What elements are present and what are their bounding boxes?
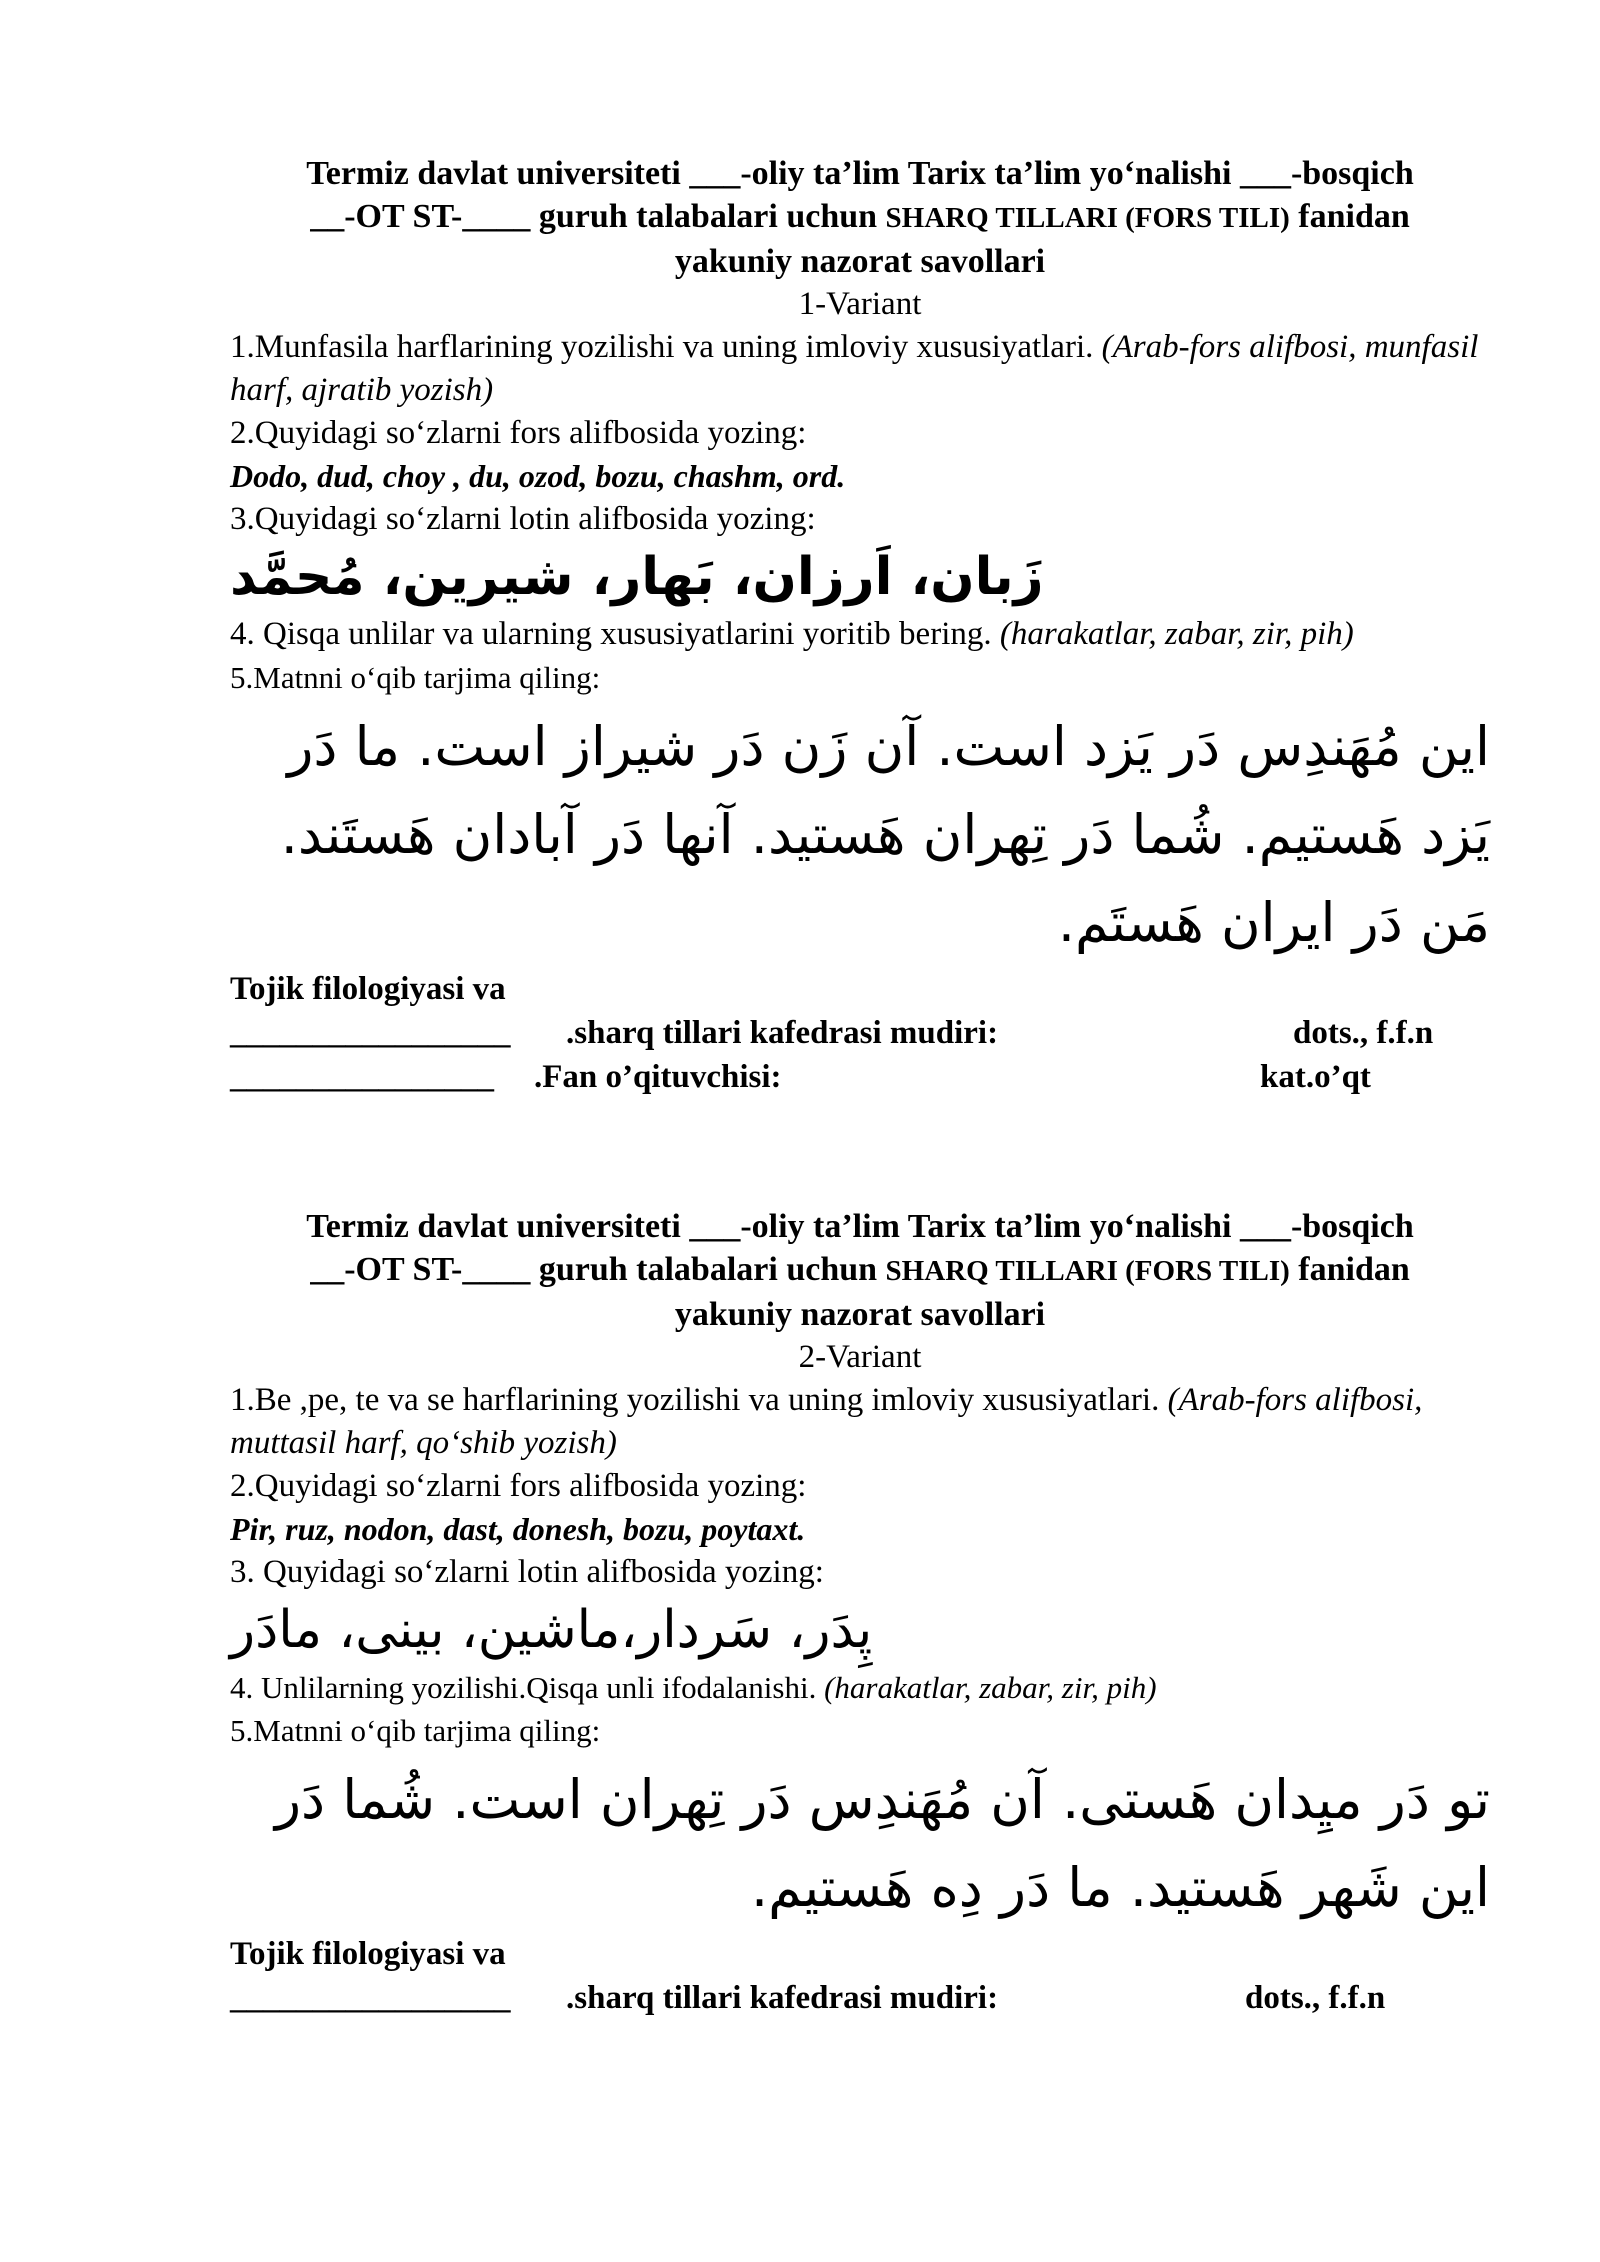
question-4 <box>230 613 1490 656</box>
question-2-words: Dodo, dud, choy , du, ozod, bozu, chashm, ord. <box>230 458 846 494</box>
question-4-hint: (harakatlar, zabar, zir, pih) <box>999 616 1354 652</box>
question-2: 2.Quyidagi so‘zlarni fors alifbosida yozing: <box>230 415 807 451</box>
department-line <box>230 1932 1490 1976</box>
signature-blank: _________________ <box>230 1980 511 2016</box>
question-2: 2.Quyidagi so‘zlarni fors alifbosida yozing: <box>230 1468 807 1504</box>
department-line <box>230 967 1490 1011</box>
question-5: 5.Matnni o‘qib tarjima qiling: <box>230 660 601 695</box>
teacher-role: .Fan o’qituvchisi: <box>534 1059 782 1095</box>
header-line-3: yakuniy nazorat savollari <box>674 1296 1046 1333</box>
question-1-hint: (Arab-fors alifbosi, munfasil harf, ajratib yozish) <box>230 329 1479 408</box>
question-4 <box>230 1666 1490 1709</box>
question-3-persian-words: زَبان، اَرزان، بَهار، شیرین، مُحمَّد <box>230 547 1044 607</box>
question-1 <box>230 326 1490 412</box>
question-1-text: 1.Munfasila harflarining yozilishi va uning imloviy xususiyatlari. <box>230 329 1102 365</box>
question-5-persian-passage: این مُهَندِس دَر یَزد است. آن زَن دَر شیراز است. ما دَر یَزد هَستیم. شُما دَر تِهران هَستید. آنها دَر آبادان هَستَند. مَن دَر ایران هَستَم. <box>280 715 1490 954</box>
variant-1-section <box>230 152 1490 1099</box>
header-line-2-c: fanidan <box>1289 198 1410 235</box>
header-line-2-a: __-OT ST-____ guruh talabalari uchun <box>310 198 886 235</box>
header-line-2-c: fanidan <box>1289 1251 1410 1288</box>
teacher-title: kat.o’qt <box>1260 1059 1371 1095</box>
signature-blank: _________________ <box>230 1015 511 1051</box>
question-3-persian-words: پِدَر، سَردار،ماشین، بینی، مادَر <box>230 1600 873 1660</box>
question-5-persian-passage: تو دَر میِدان هَستی. آن مُهَندِس دَر تِهران است. شُما دَر این شَهر هَستید. ما دَر دِه هَستیم. <box>274 1768 1490 1919</box>
question-1-text: 1.Be ,pe, te va se harflarining yozilishi va uning imloviy xususiyatlari. <box>230 1382 1168 1418</box>
header-block <box>230 1205 1490 1336</box>
question-3: 3. Quyidagi so‘zlarni lotin alifbosida yozing: <box>230 1554 824 1590</box>
question-4-text: 4. Qisqa unlilar va ularning xususiyatlarini yoritib bering. <box>230 616 1000 652</box>
header-line-3: yakuniy nazorat savollari <box>674 243 1046 280</box>
department-label: Tojik filologiyasi va <box>230 1936 506 1972</box>
head-title: dots., f.f.n <box>1245 1980 1386 2016</box>
head-role: .sharq tillari kafedrasi mudiri: <box>566 1015 999 1051</box>
question-1-hint: (Arab-fors alifbosi, muttasil harf, qo‘shib yozish) <box>230 1382 1423 1461</box>
head-signature-line <box>230 1976 1490 2020</box>
header-line-2 <box>230 1248 1490 1293</box>
header-line-1: Termiz davlat universiteti ___-oliy ta’lim Tarix ta’lim yo‘nalishi ___-bosqich <box>306 155 1414 192</box>
question-4-text: 4. Unlilarning yozilishi.Qisqa unli ifodalanishi. <box>230 1670 825 1705</box>
variant-label: 1-Variant <box>798 286 922 322</box>
variant-2-section <box>230 1205 1490 2020</box>
header-block <box>230 152 1490 283</box>
question-4-hint: (harakatlar, zabar, zir, pih) <box>824 1670 1157 1705</box>
subject-name: SHARQ TILLARI (FORS TILI) <box>885 202 1290 234</box>
question-1 <box>230 1379 1490 1465</box>
header-line-2-a: __-OT ST-____ guruh talabalari uchun <box>310 1251 886 1288</box>
question-3: 3.Quyidagi so‘zlarni lotin alifbosida yozing: <box>230 501 816 537</box>
header-line-2 <box>230 195 1490 240</box>
head-role: .sharq tillari kafedrasi mudiri: <box>566 1980 999 2016</box>
head-signature-line <box>230 1011 1490 1055</box>
department-label: Tojik filologiyasi va <box>230 971 506 1007</box>
header-line-1: Termiz davlat universiteti ___-oliy ta’lim Tarix ta’lim yo‘nalishi ___-bosqich <box>306 1208 1414 1245</box>
subject-name: SHARQ TILLARI (FORS TILI) <box>885 1255 1290 1287</box>
teacher-signature-line <box>230 1055 1490 1099</box>
signature-blank: ________________ <box>230 1059 494 1095</box>
head-title: dots., f.f.n <box>1293 1015 1434 1051</box>
question-2-words: Pir, ruz, nodon, dast, donesh, bozu, poytaxt. <box>230 1511 806 1547</box>
question-5: 5.Matnni o‘qib tarjima qiling: <box>230 1713 601 1748</box>
variant-label: 2-Variant <box>798 1339 922 1375</box>
